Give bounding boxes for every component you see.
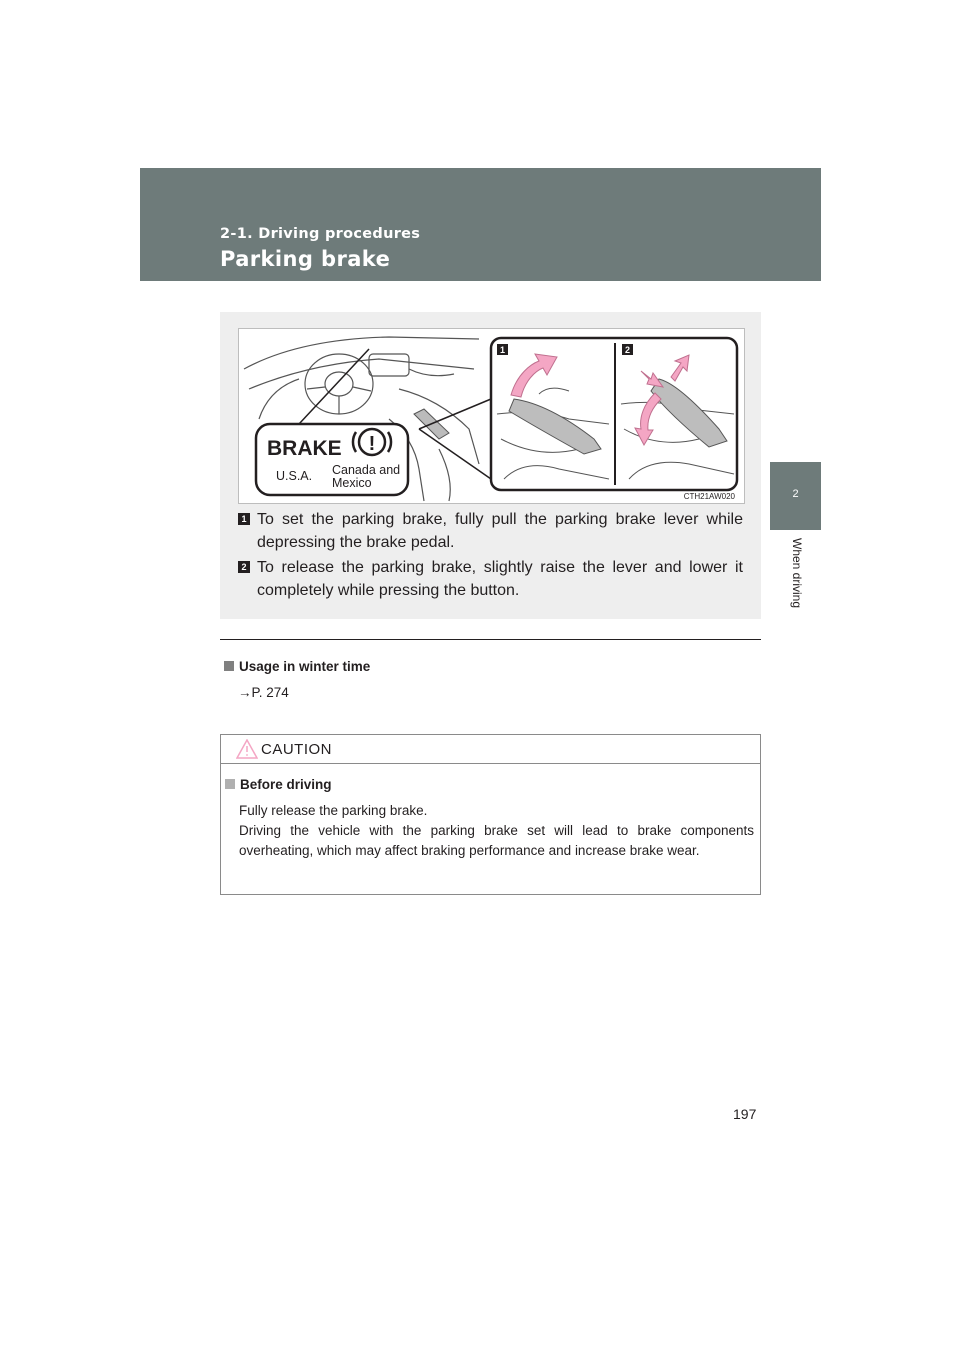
page-reference[interactable]: →P. 274 (238, 685, 289, 700)
chapter-number: 2 (792, 488, 799, 500)
step-1 (238, 508, 743, 554)
step-2 (238, 556, 743, 602)
page-title: Parking brake (220, 247, 391, 271)
caution-heading (225, 777, 332, 792)
caution-line-1: Fully release the parking brake. (239, 803, 428, 818)
warning-triangle-icon (236, 739, 258, 759)
brake-indicator-text: BRAKE (267, 437, 342, 460)
square-bullet-icon (224, 661, 234, 671)
marker-1-text: 1 (499, 345, 506, 355)
label-usa: U.S.A. (276, 469, 313, 483)
note-heading-text: Usage in winter time (239, 659, 371, 674)
exclamation-text: ! (368, 433, 376, 455)
step-2-text: To release the parking brake, slightly raise the lever and lower it completely while pressing the button. (257, 559, 743, 599)
note-heading (224, 659, 370, 674)
step-2-marker: 2 (238, 561, 250, 573)
parking-brake-illustration (238, 328, 745, 504)
step-1-text: To set the parking brake, fully pull the parking brake lever while depressing the brake pedal. (257, 511, 743, 551)
caution-heading-text: Before driving (240, 777, 332, 792)
marker-2-text: 2 (624, 345, 631, 355)
label-canada-line1: Canada and (332, 463, 401, 477)
chapter-label: When driving (790, 538, 804, 609)
caution-header (221, 735, 760, 764)
section-divider (220, 639, 761, 640)
page-number: 197 (733, 1106, 757, 1122)
caution-line-2: Driving the vehicle with the parking brake set will lead to brake components overheating, which may affect braking performance and increase brake wear. (239, 823, 754, 858)
section-label: 2-1. Driving procedures (220, 226, 421, 242)
step-1-marker: 1 (238, 513, 250, 525)
caution-title: CAUTION (261, 741, 332, 758)
chapter-tab[interactable] (770, 462, 821, 530)
illustration-svg (239, 329, 744, 503)
figure-code: CTH21AW020 (683, 492, 735, 501)
square-bullet-icon (225, 779, 235, 789)
caution-box (220, 734, 761, 895)
label-canada-line2: Mexico (332, 476, 372, 490)
